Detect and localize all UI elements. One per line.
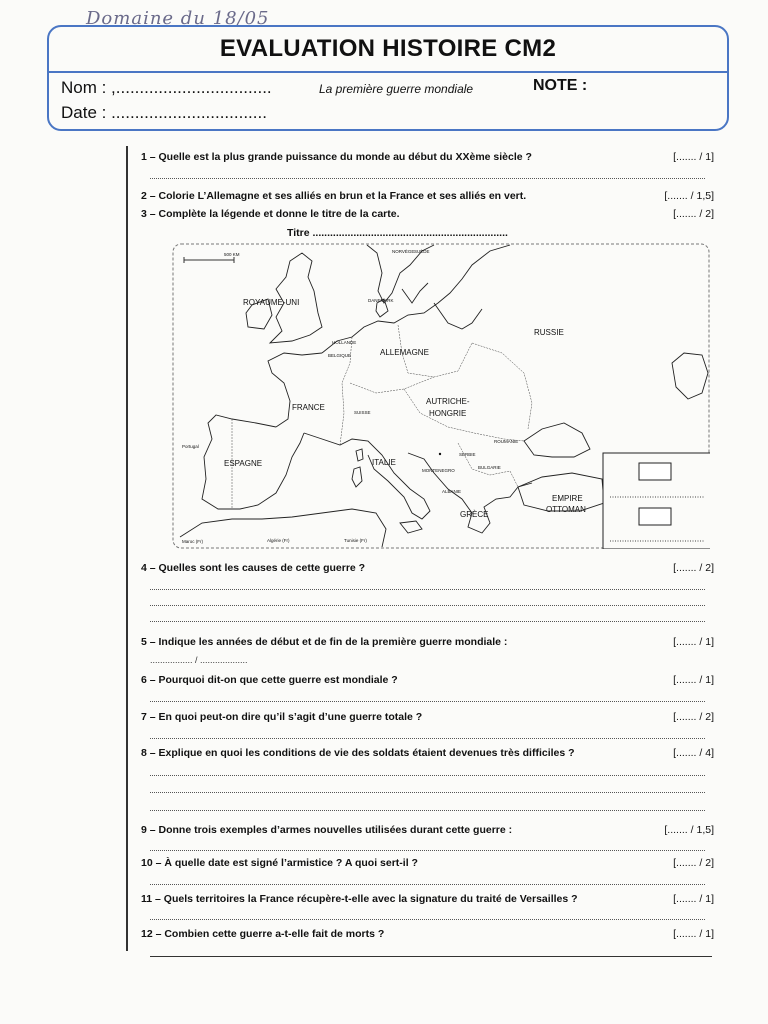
label-espagne: ESPAGNE — [224, 459, 263, 468]
answer-line — [150, 621, 705, 622]
score-11: [....... / 1] — [673, 893, 714, 905]
legend-swatch-1 — [639, 463, 671, 480]
label-belgique: BELGIQUE — [328, 353, 352, 358]
label-france: FRANCE — [292, 403, 325, 412]
question-12: 12 – Combien cette guerre a-t-elle fait de morts ? — [141, 928, 385, 940]
label-hollande: HOLLANDE — [332, 340, 357, 345]
header-divider — [49, 71, 727, 73]
answer-line — [150, 589, 705, 590]
answer-line — [150, 775, 705, 776]
page-title: EVALUATION HISTOIRE CM2 — [219, 35, 557, 62]
label-allemagne: ALLEMAGNE — [380, 348, 429, 357]
question-6: 6 – Pourquoi dit-on que cette guerre est mondiale ? — [141, 674, 398, 686]
label-ottoman: OTTOMAN — [546, 505, 586, 514]
subtitle: La première guerre mondiale — [319, 82, 474, 96]
answer-line — [150, 178, 705, 179]
answer-line — [150, 810, 705, 811]
score-9: [....... / 1,5] — [664, 824, 714, 836]
label-autriche: AUTRICHE- — [426, 397, 470, 406]
answer-line — [150, 850, 705, 851]
label-russie: RUSSIE — [534, 328, 564, 337]
score-5: [....... / 1] — [673, 636, 714, 648]
label-albanie: ALBANIE — [442, 489, 462, 494]
france-west — [268, 353, 322, 427]
date-field: Date : ................................. — [61, 103, 267, 122]
legend-swatch-2 — [639, 508, 671, 525]
score-12: [....... / 1] — [673, 928, 714, 940]
answer-line — [150, 792, 705, 793]
sicily — [400, 521, 422, 533]
caspian — [672, 353, 708, 399]
label-suede: SUÈDE — [414, 249, 430, 254]
question-9: 9 – Donne trois exemples d’armes nouvelles utilisées durant cette guerre : — [141, 824, 513, 836]
bottom-rule — [150, 956, 712, 957]
question-7: 7 – En quoi peut-on dire qu’il s’agit d’une guerre totale ? — [141, 711, 423, 723]
label-serbie: SERBIE — [459, 452, 476, 457]
handwritten-date-note: Domaine du 18/05 — [86, 8, 270, 29]
question-4: 4 – Quelles sont les causes de cette guerre ? — [141, 562, 366, 574]
score-7: [....... / 2] — [673, 711, 714, 723]
label-grece: GRÈCE — [460, 510, 489, 519]
note-label: NOTE : — [533, 77, 588, 94]
nom-field: Nom : ,................................. — [61, 78, 272, 97]
label-danemark: DANEMARK — [368, 298, 394, 303]
europe-map — [172, 243, 710, 549]
answer-line — [150, 919, 705, 920]
north-coast — [322, 245, 510, 353]
label-italie: ITALIE — [372, 458, 396, 467]
map-legend — [603, 453, 710, 549]
question-5: 5 – Indique les années de début et de fin de la première guerre mondiale : — [141, 636, 508, 648]
question-11: 11 – Quels territoires la France récupère-t-elle avec la signature du traité de Versailles ? — [141, 893, 578, 905]
header-box — [47, 25, 729, 131]
italy — [304, 433, 430, 519]
score-3: [....... / 2] — [673, 208, 714, 220]
answer-line — [150, 701, 705, 702]
label-suisse: SUISSE — [354, 410, 371, 415]
label-tunisie: Tunisie (Fr) — [344, 538, 367, 543]
score-1: [....... / 1] — [673, 151, 714, 163]
scale-label: 500 KM — [224, 252, 240, 257]
label-maroc: Maroc (Fr) — [182, 539, 203, 544]
label-royaume-uni: ROYAUME-UNI — [243, 298, 300, 307]
border-alps — [350, 377, 434, 393]
label-bulgarie: BULGARIE — [478, 465, 501, 470]
score-10: [....... / 2] — [673, 857, 714, 869]
question-10: 10 – À quelle date est signé l’armistice ? A quoi sert-il ? — [141, 857, 418, 869]
score-6: [....... / 1] — [673, 674, 714, 686]
question-1: 1 – Quelle est la plus grande puissance du monde au début du XXème siècle ? — [141, 151, 532, 163]
label-hongrie: HONGRIE — [429, 409, 467, 418]
score-8: [....... / 4] — [673, 747, 714, 759]
label-portugal: Portugal — [182, 444, 199, 449]
margin-line — [126, 146, 128, 951]
score-2: [....... / 1,5] — [664, 190, 714, 202]
years-answer-line: ................. / ................... — [150, 655, 248, 665]
map-title-line: Titre ................................................................... — [287, 227, 508, 239]
answer-line — [150, 884, 705, 885]
question-3: 3 – Complète la légende et donne le titre de la carte. — [141, 208, 400, 220]
score-4: [....... / 2] — [673, 562, 714, 574]
label-empire: EMPIRE — [552, 494, 583, 503]
answer-line — [150, 605, 705, 606]
question-2: 2 – Colorie L’Allemagne et ses alliés en brun et la France et ses alliés en vert. — [141, 190, 527, 202]
black-sea — [524, 423, 590, 457]
label-algerie: Algérie (Fr) — [267, 538, 290, 543]
question-8: 8 – Explique en quoi les conditions de vie des soldats étaient devenues très difficiles ? — [141, 747, 575, 759]
answer-line — [150, 738, 705, 739]
border-russia — [472, 343, 532, 429]
label-norvege: NORVÈGE — [392, 249, 415, 254]
label-roumanie: ROUMANIE — [494, 439, 519, 444]
label-montenegro: MONTENEGRO — [422, 468, 455, 473]
